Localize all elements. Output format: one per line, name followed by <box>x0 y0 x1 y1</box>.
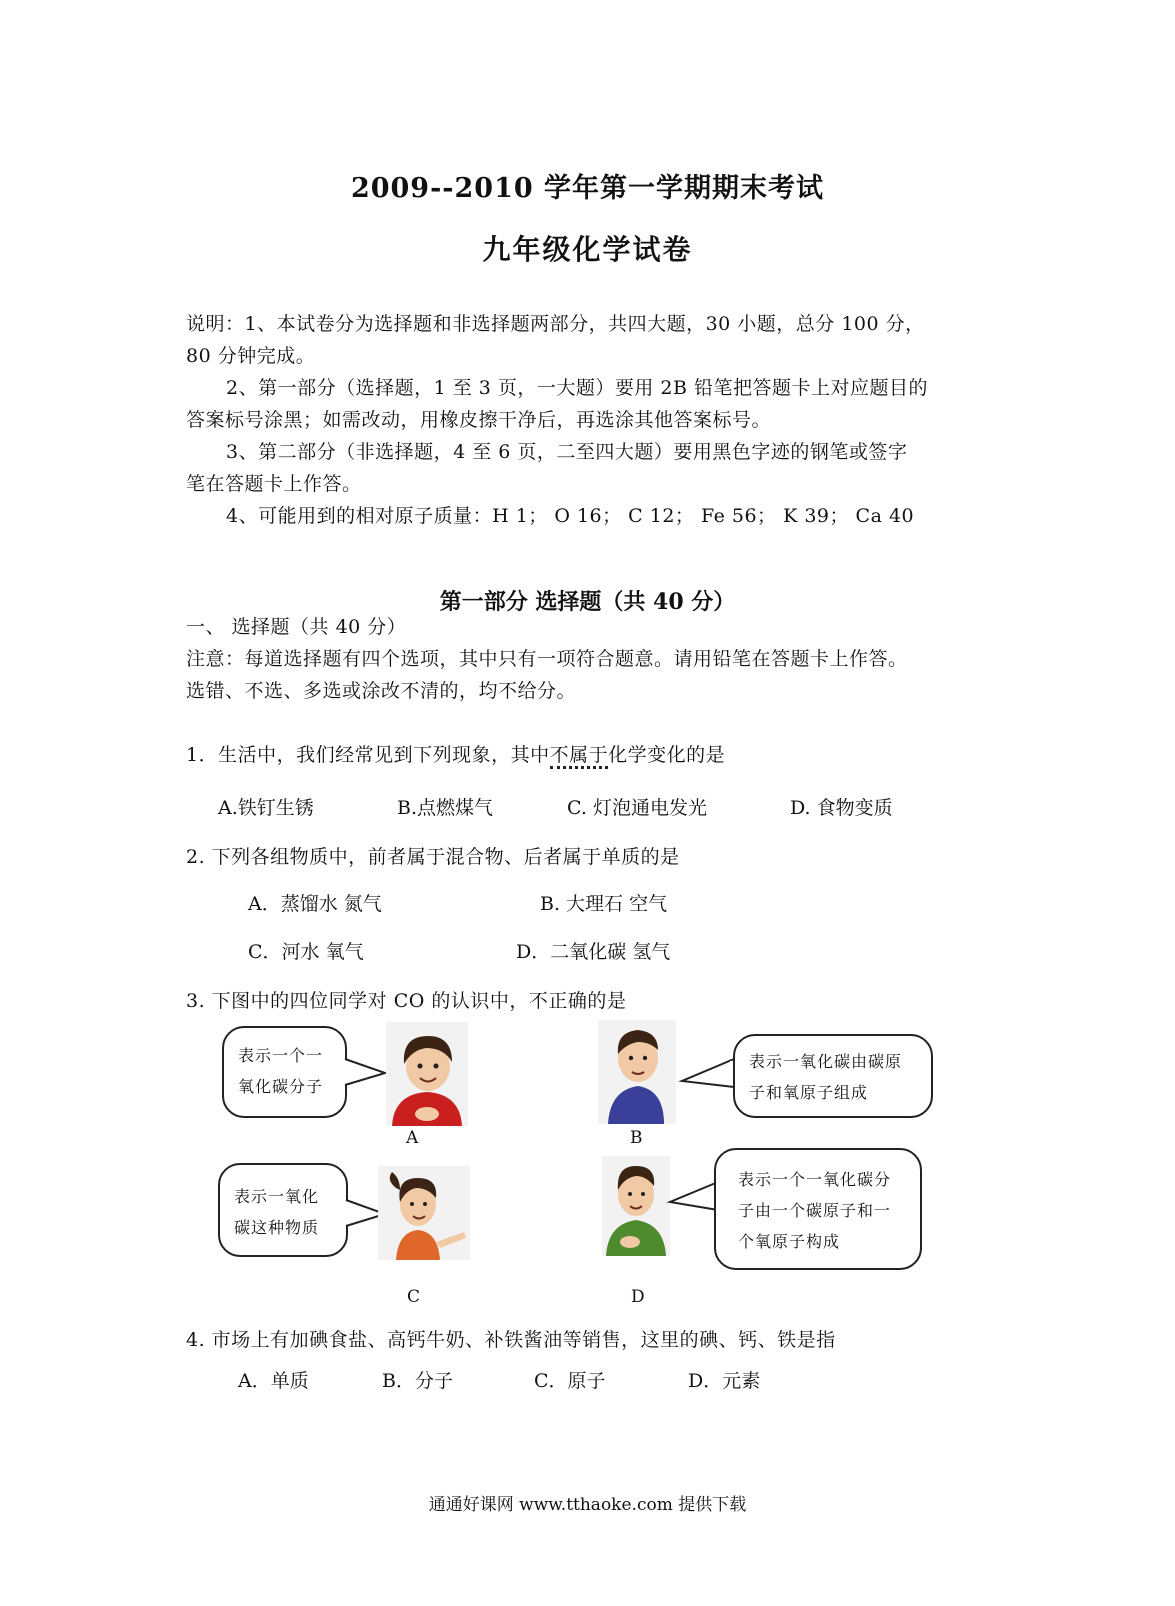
instruction-line: 2、第一部分（选择题，1 至 3 页，一大题）要用 2B 铅笔把答题卡上对应题目的 <box>226 377 929 399</box>
question-1-stem <box>186 740 725 767</box>
instruction-line: 答案标号涂黑；如需改动，用橡皮擦干净后，再选涂其他答案标号。 <box>186 409 772 431</box>
student-d-label: D <box>631 1287 645 1307</box>
student-b-label: B <box>630 1128 643 1148</box>
section-heading: 一、 选择题（共 40 分） <box>186 616 407 638</box>
speech-bubble-c-text: 表示一氧化碳这种物质 <box>234 1187 320 1237</box>
student-c-label: C <box>407 1287 421 1307</box>
exam-subtitle: 九年级化学试卷 <box>482 233 693 266</box>
speech-bubble-a <box>222 1026 347 1118</box>
section-note: 注意：每道选择题有四个选项，其中只有一项符合题意。请用铅笔在答题卡上作答。 <box>186 648 908 670</box>
question-2-option-a: A．蒸馏水 氮气 <box>248 893 382 915</box>
instruction-line: 笔在答题卡上作答。 <box>186 473 362 495</box>
question-1-option-c: C. 灯泡通电发光 <box>567 797 707 819</box>
speech-bubble-b <box>733 1034 933 1118</box>
page-footer: 通通好课网 www.tthaoke.com 提供下载 <box>428 1495 747 1515</box>
instruction-line: 4、可能用到的相对原子质量：H 1； O 16； C 12； Fe 56； K 39； Ca 40 <box>226 505 915 527</box>
speech-bubble-b-tail <box>678 1055 738 1095</box>
question-2-option-d: D．二氧化碳 氢气 <box>516 941 671 963</box>
question-1-option-a: A.铁钉生锈 <box>218 797 314 819</box>
student-c-figure <box>378 1166 470 1260</box>
question-4-option-c: C．原子 <box>534 1370 606 1392</box>
section-note: 选错、不选、多选或涂改不清的，均不给分。 <box>186 680 577 702</box>
question-1-option-d: D. 食物变质 <box>790 797 893 819</box>
question-2-option-b: B. 大理石 空气 <box>540 893 668 915</box>
student-a-label: A <box>406 1128 419 1148</box>
student-b-figure <box>598 1020 676 1124</box>
part1-title: 第一部分 选择题（共 40 分） <box>439 589 736 615</box>
instruction-line: 80 分钟完成。 <box>186 345 316 367</box>
question-4-option-b: B．分子 <box>382 1370 453 1392</box>
question-4-stem: 4. 市场上有加碘食盐、高钙牛奶、补铁酱油等销售，这里的碘、钙、铁是指 <box>186 1329 836 1351</box>
speech-bubble-d-text: 表示一个一氧化碳分子由一个碳原子和一个氧原子构成 <box>738 1170 892 1251</box>
exam-title: 2009--2010 学年第一学期期末考试 <box>350 173 825 204</box>
instruction-line: 3、第二部分（非选择题，4 至 6 页，二至四大题）要用黑色字迹的钢笔或签字 <box>226 441 908 463</box>
student-d-figure <box>602 1156 670 1256</box>
question-1-emphasis: 不属于 <box>550 744 609 769</box>
question-4-option-d: D．元素 <box>688 1370 761 1392</box>
question-1-option-b: B.点燃煤气 <box>397 797 494 819</box>
question-2-option-c: C．河水 氧气 <box>248 941 364 963</box>
speech-bubble-c <box>218 1163 348 1257</box>
instruction-line: 说明：1、本试卷分为选择题和非选择题两部分，共四大题，30 小题，总分 100 分， <box>186 313 925 335</box>
question-1-stem-pre: 1．生活中，我们经常见到下列现象，其中 <box>186 744 550 766</box>
speech-bubble-a-tail <box>340 1055 390 1095</box>
question-3-stem: 3. 下图中的四位同学对 CO 的认识中，不正确的是 <box>186 990 627 1012</box>
speech-bubble-b-text: 表示一氧化碳由碳原子和氧原子组成 <box>749 1052 903 1102</box>
question-4-option-a: A．单质 <box>238 1370 309 1392</box>
student-a-figure <box>386 1022 468 1126</box>
question-1-stem-post: 化学变化的是 <box>608 744 726 766</box>
question-2-stem: 2. 下列各组物质中，前者属于混合物、后者属于单质的是 <box>186 846 680 868</box>
speech-bubble-a-text: 表示一个一氧化碳分子 <box>238 1046 324 1096</box>
speech-bubble-d <box>714 1148 922 1270</box>
